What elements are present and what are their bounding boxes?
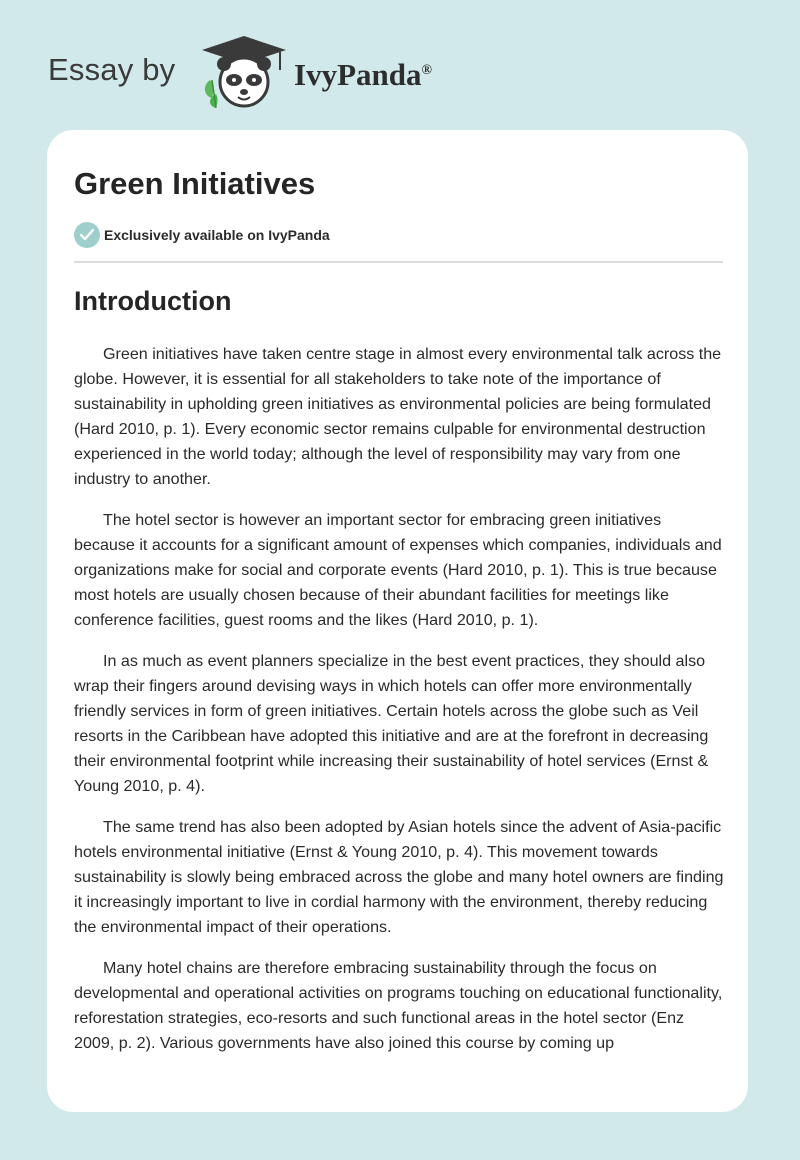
paragraph: Many hotel chains are therefore embracing sustainability through the focus on developmental and operational activities on programs touching on educational functionality, reforestation strategies, eco-resorts and such functional areas in the hotel sector (Enz 2009, p. 2). Various governments have also joined this course by coming up [74, 959, 723, 1052]
essay-by-label: Essay by [48, 52, 176, 87]
essay-body [74, 342, 726, 1072]
site-header [0, 0, 800, 120]
check-circle-icon [74, 222, 100, 248]
exclusive-badge [74, 222, 330, 248]
paragraph: Green initiatives have taken centre stage in almost every environmental talk across the globe. However, it is essential for all stakeholders to take note of the importance of sustainability in upholding green initiatives as environmental policies are being formulated (Hard 2010, p. 1). Every economic sector remains culpable for environmental destruction experienced in the world today; although the level of responsibility may vary from one industry to another. [74, 345, 722, 488]
paragraph: In as much as event planners specialize in the best event practices, they should also wrap their fingers around devising ways in which hotels can offer more environmentally friendly services in form of green initiatives. Certain hotels across the globe such as Veil resorts in the Caribbean have adopted this initiative and are at the forefront in decreasing their environmental footprint while increasing their sustainability of hotel services (Ernst & Young 2010, p. 4). [74, 652, 709, 795]
panda-logo-icon[interactable] [200, 34, 288, 110]
page-title: Green Initiatives [74, 166, 316, 201]
exclusive-label: Exclusively available on IvyPanda [104, 227, 330, 243]
paragraph: The hotel sector is however an important sector for embracing green initiatives because it accounts for a significant amount of expenses which companies, individuals and organizations make for social and corporate events (Hard 2010, p. 1). This is true because most hotels are usually chosen because of their abundant facilities for meetings like conference facilities, guest rooms and the likes (Hard 2010, p. 1). [74, 511, 722, 629]
essay-card [47, 130, 748, 1112]
paragraph: The same trend has also been adopted by Asian hotels since the advent of Asia-pacific hotels environmental initiative (Ernst & Young 2010, p. 4). This movement towards sustainability is slowly being embraced across the globe and many hotel owners are finding it increasingly important to live in cordial harmony with the environment, thereby reducing the environmental impact of their operations. [74, 818, 724, 936]
divider [74, 261, 723, 263]
brand-name[interactable]: IvyPanda® [294, 57, 432, 92]
section-heading: Introduction [74, 286, 232, 316]
